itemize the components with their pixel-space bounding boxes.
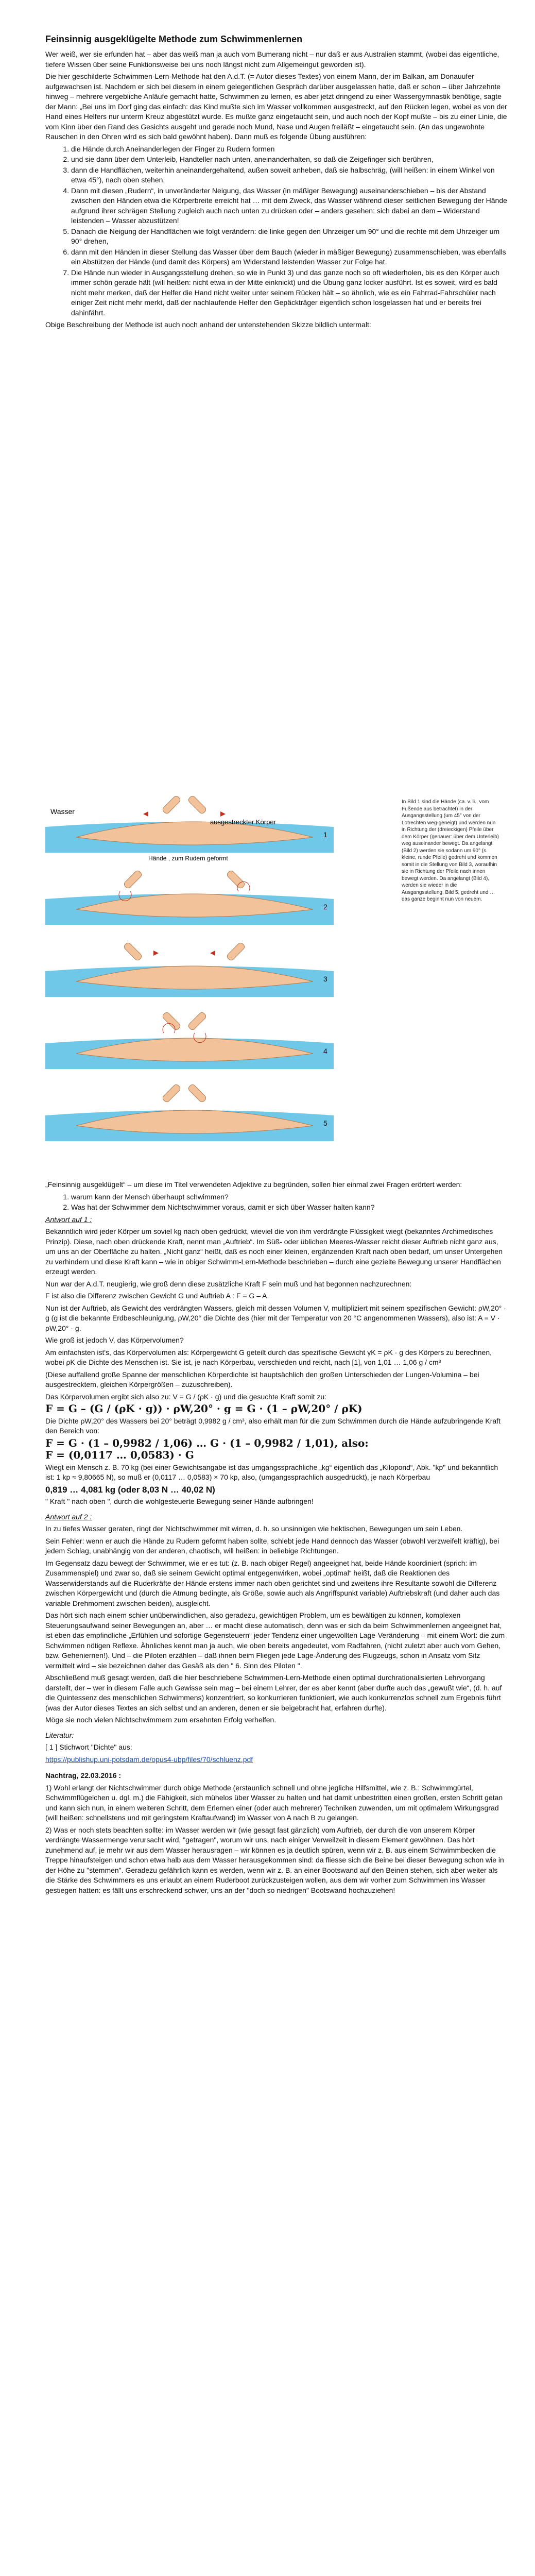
step-item: 4. Dann mit diesen „Rudern“, in unveränderter Neigung, das Wasser (in mäßiger Bewegung) auseinanderschieben – bis der Abstand zwischen den Händen etwa die Körperbreite erreicht hat … mit dem Zweck, das Wasser während dieser seitlichen Bewegung der Hände aufgrund ihrer schrägen Stellung zugleich auch nach unten zu drücken oder – anders gesehen: sich dabei an dem – Widerstand leistenden – Wasser abzustützen! (71, 186, 509, 226)
question-item: 2. Was hat der Schwimmer dem Nichtschwimmer voraus, damit er sich über Wasser halten kann? (71, 1202, 509, 1213)
addendum-paragraph: 2) Was er noch stets beachten sollte: im Wasser werden wir (wie gesagt fast gänzlich) vom Auftrieb, der durch die von unserem Körper verdrängte Wassermenge verursacht wird, "getragen", worum wir uns, nach einiger Verweilzeit in diesem Element gewöhnen. Das hört zunehmend auf, je mehr wir aus dem Wasser herausragen – wir können es ja deutlich spüren, wenn wir z. B. aus einem Schwimmbecken die Treppe hinaufsteigen und schon etwa halb aus dem Wasser herausgekommen sind: da fliesse sich die Beine bei dieser Bewegung schon wie in der Höhe zu "stemmen". Geradezu gefährlich kann es werden, wenn wir z. B. an einer Bootswand auf den Beinen stehen, sich aber weiter als die Stärke des Schwimmers es uns erlaubt an einem Ruderboot zurückzusteigen wollen, aus dem wir vorher zum Schwimmen ins Wasser gestiegen hatten: es fällt uns erschreckend schwer, uns an der "doch so niedrigen" Bootswand hochzuziehen! (45, 1825, 504, 1894)
answer1-paragraph: Wie groß ist jedoch V, das Körpervolumen? (45, 1336, 184, 1344)
arrow-left-shape (143, 811, 148, 817)
intro-paragraph: Wer weiß, wer sie erfunden hat – aber das weiß man ja auch vom Bumerang nicht – nur daß er aus Australien stammt, (wobei das eigentliche, tiefere Wissen über seine Funktionsweise bei uns noch längst nicht zum Allgemeingut geworden ist). (45, 50, 499, 69)
answer1-paragraph: Bekanntlich wird jeder Körper um soviel kg nach oben gedrückt, wieviel die von ihm verdrängte Flüssigkeit wiegt (bekanntes Archimedisches Prinzip). Diese, nach oben drückende Kraft, nennt man „Auftrieb“. Im Süß- oder üblichen Meeres-Wasser reicht dieser Auftrieb nicht ganz aus, um uns an der Oberfläche zu halten. „Nicht ganz“ heißt, daß es noch einer kleinen, ergänzenden Kraft nach oben bedarf, um unser Untergehen zu verhindern und diese Kraft kann – wie in obiger Schwimm-Lern-Methode beschrieben – durch eine gezielte Bewegung unserer Handflächen erzeugt werden. (45, 1227, 503, 1276)
left-hand-shape (162, 796, 181, 815)
answer1-paragraph: (Diese auffallend große Spanne der menschlichen Körperdichte ist hauptsächlich den großen Unterschieden der Lungen-Volumina – bei ausgestrecktem, gleichen Körpergrößen – zuzuschreiben). (45, 1370, 479, 1388)
answer2-heading: Antwort auf 2 : (45, 1512, 92, 1521)
swimming-diagram (45, 796, 334, 1157)
row-number: 2 (323, 903, 327, 911)
steps-list (45, 144, 509, 318)
diagram-row-5 (45, 1083, 334, 1141)
formula-force: F = G – (G / (ρK · g)) · ρW,20° · g = G · (1 – ρW,20° / ρK) (45, 1402, 363, 1415)
page-title: Feinsinnig ausgeklügelte Methode zum Schwimmenlernen (45, 34, 303, 44)
left-hand-shape (123, 870, 143, 889)
right-hand-shape (226, 942, 246, 961)
right-hand-shape (226, 870, 246, 889)
formula-result: F = (0,0117 … 0,0583) · G (45, 1449, 194, 1461)
answer2-paragraph: In zu tiefes Wasser geraten, ringt der Nichtschwimmer mit wirren, d. h. so unsinnigen wie hektischen, Bewegungen um sein Leben. (45, 1524, 463, 1533)
answer1-example-value: 0,819 … 4,081 kg (oder 8,03 N … 40,02 N) (45, 1484, 215, 1495)
answer1-paragraph: Am einfachsten ist's, das Körpervolumen als: Körpergewicht G geteilt durch das spezifische Gewicht γK = ρK · g des Körpers zu berechnen, wobei ρK die Dichte des Menschen ist. Sie ist, je nach Körperbau, verschieden und reicht, nach [1], von 1,01 … 1,06 g / cm³ (45, 1348, 492, 1366)
answer2-paragraph: Sein Fehler: wenn er auch die Hände zu Rudern geformt haben sollte, schlebt jede Hand dennoch das Wasser (obwohl verzweifelt kräftig), bei jedem Schlag, unabhängig von der anderen, chaotisch, will heißen: in beliebige Richtungen. (45, 1536, 499, 1555)
answer1-paragraph: F ist also die Differenz zwischen Gewicht G und Auftrieb A : F = G – A. (45, 1292, 269, 1300)
arrow-right-shape (220, 811, 226, 817)
step-item: 2. und sie dann über dem Unterleib, Handteller nach unten, aneinanderhalten, so daß die Zeigefinger sich berühren, (71, 155, 509, 165)
answer1-example: " Kraft " nach oben ", durch die wohlgesteuerte Bewegung seiner Hände aufbringen! (45, 1497, 314, 1505)
right-hand-shape (187, 1083, 207, 1103)
question-item: 1. warum kann der Mensch überhaupt schwimmen? (71, 1192, 509, 1202)
right-hand-shape (187, 796, 207, 815)
water-label: Wasser (50, 807, 75, 816)
body-label: ausgestreckter Körper (210, 818, 276, 826)
answer1-example: Wiegt ein Mensch z. B. 70 kg (bei einer Gewichtsangabe ist das umgangssprachliche „kg“ eigentlich das „Kilopond“, Abk. "kp" und bekanntlich ist: 1 kp ≈ 9,80665 N), so muß er (0,0117 … 0,0583) × 70 kp, also, (umgangssprachlich ausgedrückt), je nach Körperbau (45, 1463, 498, 1481)
left-hand-shape (162, 1083, 181, 1103)
answer2-paragraph: Abschließend muß gesagt werden, daß die hier beschriebene Schwimmen-Lern-Methode einen optimal durchrationalisierten Lehrvorgang darstellt, der – wer in diesem Falle auch Gewisse sein mag – bei einem Lehrer, der es aber kennt (aber durfte auch das „gewußt wie“, (d. h. auf die Quintessenz des menschlichen Schwimmens) konzentriert, so konkurrieren funktioniert, wie auch konkurrenzlos schnell zum Ergebnis führt (was der Autor dieses Textes an sich selbst und an anderen, denen er sie beigebracht hat, erfahren durfte). (45, 1673, 502, 1712)
questions-list (45, 1192, 509, 1213)
row-number: 5 (323, 1119, 327, 1127)
intro-paragraph: Die hier geschilderte Schwimmen-Lern-Methode hat den A.d.T. (= Autor dieses Textes) von einem Mann, der im Balkan, am Donauufer aufgewachsen ist. Nachdem er sich bei diesem in einem gelegentlichen Gespräch darüber ausgelassen hatte, daß er schon – über Jahrzehnte hinweg – mehrere vergebliche Anläufe gemacht hatte, Schwimmen zu lernen, es aber jetzt dringend zu einer Wassergymnastik benötige, sagte der Mann: „Bei uns im Dorf ging das einfach: das Kind mußte sich im Wasser vollkommen ausgestreckt, auf den Rücken legen, wobei es von der Hand eines Helfers nur unterm Kreuz abgestützt wurde. Es mußte ganz eingetaucht sein, und auch noch der Kopf mußte – bis zu einer Linie, die vom Kinn über den Rand des Gesichts ausgeht und gerade noch Mund, Nase und Augen freiläßt – eingetaucht sein. (An das ungewohnte Rauschen in den Ohren wird es sich bald gewöhnt haben). Dann muß es folgende Übung ausführen: (45, 72, 507, 141)
addendum-heading: Nachtrag, 22.03.2016 : (45, 1771, 122, 1780)
left-hand-shape (123, 942, 143, 961)
addendum-paragraph: 1) Wohl erlangt der Nichtschwimmer durch obige Methode (erstaunlich schnell und ohne jegliche Hilfsmittel, wie z. B.: Schwimmgürtel, Schwimmflügelchen u. dgl. m.) die Fähigkeit, sich mühelos über Wasser zu halten und hat damit unbestritten einen großen, ersten Schritt getan und kann sich nun, in einem weiteren Schritt, dem Erlernen einer (oder auch mehrerer) Techniken zuwenden, um mit optimalem Wirkungsgrad (will heißen: schnellstens und mit geringstem Kraftaufwand) im Wasser von A nach B zu gelangen. (45, 1783, 503, 1822)
answer2-paragraph: Möge sie noch vielen Nichtschwimmern zum ersehnten Erfolg verhelfen. (45, 1716, 277, 1724)
answer1-density: Die Dichte ρW,20° des Wassers bei 20° beträgt 0,9982 g / cm³, also erhält man für die zum Schwimmen durch die Hände aufzubringende Kraft den Bereich von: (45, 1416, 501, 1435)
questions-intro: „Feinsinnig ausgeklügelt“ – um diese im Titel verwendeten Adjektive zu begründen, sollen hier einmal zwei Fragen erörtert werden: (45, 1180, 462, 1189)
intro-section (45, 49, 509, 332)
after-steps-text: Obige Beschreibung der Methode ist auch noch anhand der untenstehenden Skizze bildlich untermalt: (45, 320, 371, 329)
answer1-heading: Antwort auf 1 : (45, 1215, 92, 1224)
formula-range: F = G · (1 – 0,9982 / 1,06) … G · (1 – 0,9982 / 1,01), also: (45, 1436, 369, 1449)
row-number: 3 (323, 975, 327, 983)
hands-label: Hände , zum Rudern geformt (148, 855, 228, 862)
step-item: 5. Danach die Neigung der Handflächen wie folgt verändern: die linke gegen den Uhrzeiger um 90° und die rechte mit dem Uhrzeiger um 90° drehen, (71, 227, 509, 247)
right-hand-shape (187, 1011, 207, 1031)
diagram-row-4 (45, 1011, 334, 1069)
literature-heading: Literatur: (45, 1731, 74, 1739)
left-hand-shape (162, 1011, 181, 1031)
row-number: 4 (323, 1047, 327, 1055)
answer1-paragraph: Nun war der A.d.T. neugierig, wie groß denn diese zusätzliche Kraft F sein muß und hat begonnen nachzurechnen: (45, 1279, 412, 1288)
step-item: 7. Die Hände nun wieder in Ausgangsstellung drehen, so wie in Punkt 3) und das ganze noch so oft wiederholen, bis es den Körper auch immer schön gerade hält (will heißen: nicht etwa in der Mitte einknickt) und die Übung ganz locker ausführt. Ist es soweit, wird es bald nicht mehr merken, daß der Helfer die Hand nicht weiter unter seinem Rücken hält – so ähnlich, wie es ein Fahrrad-Fahrschüler nach einiger Zeit nicht mehr merkt, daß der nachlaufende Helfer den Gepäckträger eigentlich schon losgelassen hat und er bereits frei dahinfährt. (71, 268, 509, 318)
answer2-paragraph: Im Gegensatz dazu bewegt der Schwimmer, wie er es tut: (z. B. nach obiger Regel) angeeignet hat, beide Hände koordiniert (sprich: im Zusammenspiel) und zwar so, daß sie seinem Gewicht optimal entgegenwirken, wobei „optimal“ heißt, daß die Reaktionen des Wasserwiderstands auf die Ruderkräfte der Hände erstens immer nach oben gerichtet sind und zweitens ihre Resultante sowohl die Differenz zwischen Körpergewicht und (durch die Atmung bedingte, als Größe, sowie auch als Angriffspunkt variable) Auftriebskraft (und daher auch das variable Drehmoment zwischen beiden), ausgleicht. (45, 1558, 500, 1607)
arrow-right-shape (153, 951, 159, 956)
diagram-row-3 (45, 942, 334, 997)
answer1-paragraph: Nun ist der Auftrieb, als Gewicht des verdrängten Wassers, gleich mit dessen Volumen V, multipliziert mit seinem spezifischen Gewicht: ρW,20° · g (g ist die bekannte Erdbeschleunigung, ρW,20° die Dichte des (hier mit der Temperatur von 20 °C angenommenen Wassers), also ist: A = V · ρW,20° · g. (45, 1303, 506, 1332)
step-item: 6. dann mit den Händen in dieser Stellung das Wasser über dem Bauch (wieder in mäßiger Bewegung) zusammenschieben, was ebenfalls ein Abstützen der Hände (und damit des Körpers) am Widerstand leistenden Wasser zur Folge hat. (71, 247, 509, 267)
diagram-row-1 (45, 796, 334, 862)
literature-reference: [ 1 ] Stichwort "Dichte" aus: (45, 1743, 132, 1751)
diagram-sidenote: In Bild 1 sind die Hände (ca. v. li., vom Fußende aus betrachtet) in der Ausgangsstellung (um 45° von der Lotrechten weg-geneigt) und werden nun in Richtung der (dreieckigen) Pfeile über dem Körper (genauer: über dem Unterleib) weg auseinander bewegt. Da angelangt (Bild 2) werden sie sodann um 90° (s. kleine, runde Pfeile) gedreht und kommen somit in die Stellung von Bild 3, woraufhin sie in Richtung der Pfeile nach innen bewegt werden. Da angelangt (Bild 4), werden sie wieder in die Ausgangsstellung, Bild 5, gedreht und … das ganze beginnt nun von neuem. (402, 799, 499, 902)
row-number: 1 (323, 831, 327, 839)
arrow-left-shape (210, 951, 215, 956)
answer2-paragraph: Das hört sich nach einem schier unüberwindlichen, also geradezu, gewichtigen Problem, um es bewältigen zu können, komplexen Steuerungsaufwand seiner Bewegungen an, aber … er macht diese automatisch, denn was er sich da beim Schwimmenlernen angeeignet hat, ist eben das empfindliche „Erfühlen und sofortige Gegensteuern“ jeder Tendenz einer ungewollten Lage-Veränderung – mit einem Wort: die zum Schwimmen nötigen Reflexe. Ähnliches kennt man ja auch, wie oben bereits angedeutet, vom Radfahren, (nicht zuletzt aber auch vom Gehen, bzw. Geheniernen!). Und – die Piloten erzählen – daß ihnen beim Fliegen jede Lage-Änderung des Flugzeugs, schon in Ansatz vom Sitz vermittelt wird – sie bezeichnen daher das Gesäß als den " 6. Sinn des Piloten ". (45, 1611, 505, 1670)
step-item: 3. dann die Handflächen, weiterhin aneinandergehaltend, außen soweit anheben, daß sie halbschräg, (will heißen: in einem Winkel von etwa 45°), nach oben stehen. (71, 165, 509, 185)
diagram-row-2 (45, 870, 334, 925)
analysis-section (45, 1180, 509, 1897)
literature-link[interactable]: https://publishup.uni-potsdam.de/opus4-ubp/files/70/schluenz.pdf (45, 1755, 253, 1764)
step-item: 1. die Hände durch Aneinanderlegen der Finger zu Rudern formen (71, 144, 509, 155)
answer1-paragraph: Das Körpervolumen ergibt sich also zu: V = G / (ρK · g) und die gesuchte Kraft somit zu: (45, 1392, 327, 1401)
